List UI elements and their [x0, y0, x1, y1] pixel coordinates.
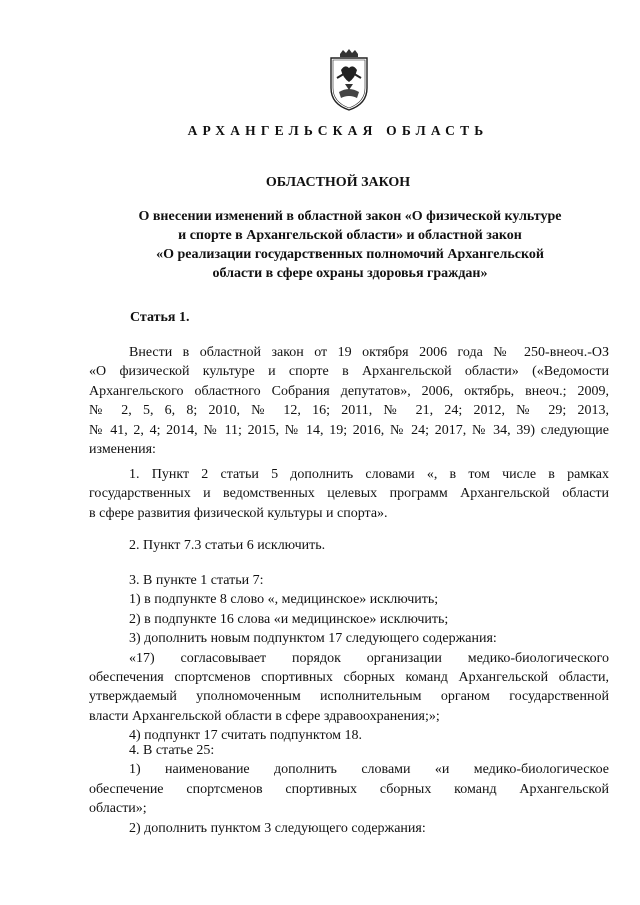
text-line: Внести в областной закон от 19 октября 2006 года № 250-внеоч.-ОЗ [129, 345, 609, 360]
law-title-line: О внесении изменений в областной закон «О физической культуре [138, 209, 562, 224]
text-line: 1. Пункт 2 статьи 5 дополнить словами «, в том числе в рамках [129, 467, 609, 482]
item-4-paragraph [89, 741, 609, 838]
text-line: 2) в подпункте 16 слова «и медицинское» исключить; [129, 611, 449, 627]
text-line: 2) дополнить пунктом 3 следующего содержания: [129, 820, 426, 836]
text-line: в сфере развития физической культуры и спорта». [89, 505, 388, 521]
text-line: утверждаемый уполномоченным исполнительным органом государственной [89, 689, 609, 705]
article-heading: Статья 1. [130, 310, 190, 325]
text-line: Архангельского областного Собрания депутатов», 2006, октябрь, внеоч.; 2009, [89, 383, 609, 399]
law-title-line: и спорте в Архангельской области» и областной закон [178, 228, 522, 243]
text-line: «О физической культуре и спорте в Архангельской области» («Ведомости [89, 364, 609, 380]
text-line: государственных и ведомственных целевых программ Архангельской области [89, 486, 609, 502]
item-1-paragraph [89, 465, 609, 523]
law-title-line: «О реализации государственных полномочий Архангельской [156, 247, 544, 262]
text-line: 2. Пункт 7.3 статьи 6 исключить. [129, 538, 326, 553]
text-line: 1) в подпункте 8 слово «, медицинское» исключить; [129, 592, 439, 608]
text-line: обеспечения спортсменов спортивных сборных команд Архангельской области, [89, 670, 609, 686]
text-line: № 41, 2, 4; 2014, № 11; 2015, № 14, 19; 2016, № 24; 2017, № 34, 39) следующие [89, 422, 609, 438]
text-line: 3. В пункте 1 статьи 7: [129, 573, 264, 588]
intro-paragraph [89, 343, 609, 459]
text-line: обеспечение спортсменов спортивных сборных команд Архангельской [89, 781, 609, 797]
text-line: области»; [89, 801, 147, 817]
text-line: 1) наименование дополнить словами «и медико-биологическое [129, 762, 609, 778]
law-title [100, 207, 600, 283]
law-title-line: области в сфере охраны здоровья граждан» [212, 266, 488, 281]
text-line: власти Архангельской области в сфере здравоохранения;»; [89, 708, 440, 724]
text-line: 3) дополнить новым подпунктом 17 следующего содержания: [129, 631, 497, 647]
text-line: изменения: [89, 442, 156, 458]
text-line: № 2, 5, 6, 8; 2010, № 12, 16; 2011, № 21, 24; 2012, № 29; 2013, [89, 403, 609, 419]
item-2-paragraph [89, 536, 609, 555]
text-line: 4. В статье 25: [129, 743, 215, 758]
law-type-heading: ОБЛАСТНОЙ ЗАКОН [265, 175, 411, 190]
text-line: «17) согласовывает порядок организации медико-биологического [129, 650, 609, 666]
region-name: АРХАНГЕЛЬСКАЯ ОБЛАСТЬ [187, 123, 489, 138]
item-3-paragraph [89, 571, 609, 746]
coat-of-arms-emblem [327, 48, 371, 112]
text-line: 4) подпункт 17 считать подпунктом 18. [129, 728, 363, 744]
